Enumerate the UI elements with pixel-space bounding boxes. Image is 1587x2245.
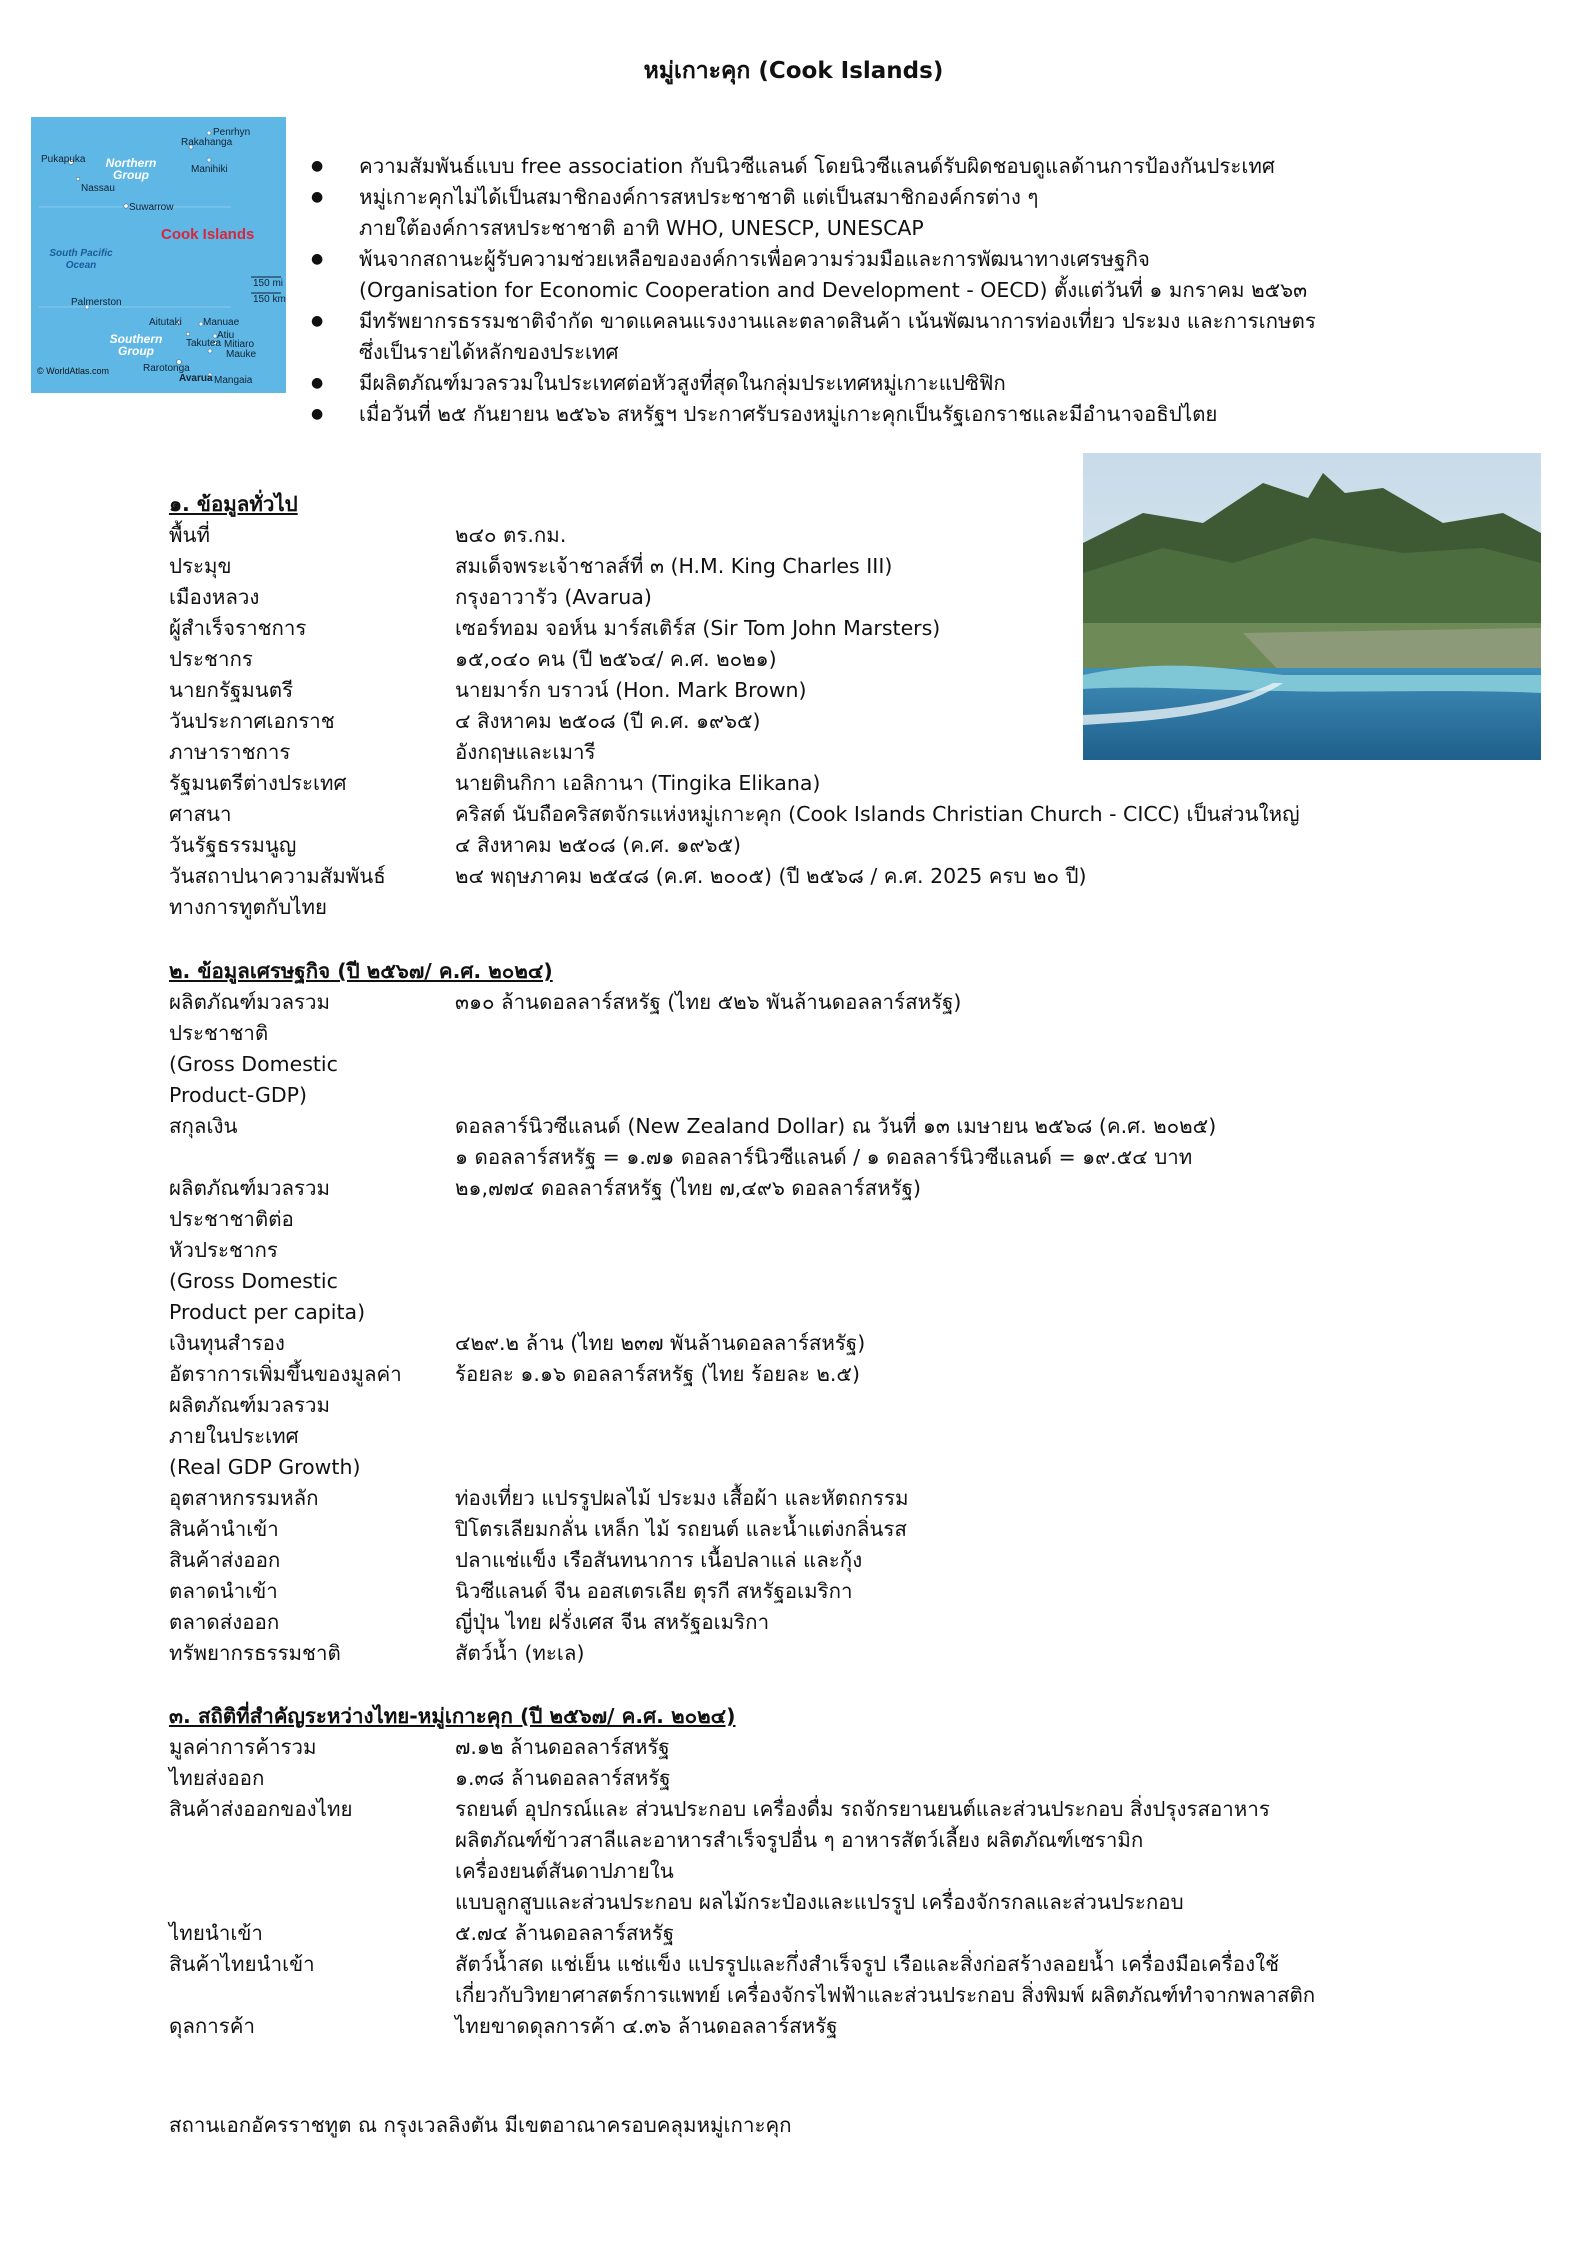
map-label: Manihiki	[191, 164, 228, 175]
info-row: ทรัพยากรธรรมชาติ สัตว์น้ำ (ทะเล)	[169, 1641, 585, 1665]
map-label: Suwarrow	[129, 202, 174, 213]
map-label: Manuae	[203, 317, 240, 328]
info-row: รัฐมนตรีต่างประเทศ นายตินกิกา เอลิกานา (Tingika Elikana)	[169, 771, 821, 795]
info-row: สินค้าส่งออก ปลาแช่แข็ง เรือสันทนาการ เนื้อปลาแล่ และกุ้ง	[169, 1548, 863, 1572]
section-title: ๓. สถิติที่สำคัญระหว่างไทย-หมู่เกาะคุก (ปี ๒๕๖๗/ ค.ศ. ๒๐๒๔)	[169, 1704, 736, 1728]
info-row: ประมุข สมเด็จพระเจ้าชาลส์ที่ ๓ (H.M. King Charles III)	[169, 554, 893, 578]
map-label: Takutea	[186, 338, 222, 349]
info-row: สินค้าส่งออกของไทย รถยนต์ อุปกรณ์และ ส่วนประกอบ เครื่องดื่ม รถจักรยานยนต์และส่วนประกอบ สิ่งปรุงรสอาหาร ผลิตภัณฑ์ข้าวสาลีและอาหารสำเร็จรูปอื่น ๆ อาหารสัตว์เลี้ยง ผลิตภัณฑ์เซรามิก เครื่องยนต์สันดาปภายใน แบบลูกสูบและส่วนประกอบ ผลไม้กระป๋องและแปรรูป เครื่องจักรกลและส่วนประกอบ	[169, 1797, 1270, 1914]
info-row: ศาสนา คริสต์ นับถือคริสตจักรแห่งหมู่เกาะคุก (Cook Islands Christian Church - CICC) เป็นส่วนใหญ่	[169, 802, 1300, 826]
map-label: Atiu	[217, 330, 235, 341]
cook-islands-map	[31, 117, 286, 393]
info-row: สกุลเงิน ดอลลาร์นิวซีแลนด์ (New Zealand Dollar) ณ วันที่ ๑๓ เมษายน ๒๕๖๘ (ค.ศ. ๒๐๒๕) ๑ ดอลลาร์สหรัฐ = ๑.๗๑ ดอลลาร์นิวซีแลนด์ / ๑ ดอลลาร์นิวซีแลนด์ = ๑๙.๕๔ บาท	[169, 1114, 1217, 1169]
info-row: ผลิตภัณฑ์มวลรวม ประชาชาติต่อ หัวประชากร (Gross Domestic Product per capita) ๒๑,๗๗๔ ดอลลาร์สหรัฐ (ไทย ๗,๔๙๖ ดอลลาร์สหรัฐ)	[169, 1176, 921, 1324]
info-row: มูลค่าการค้ารวม ๗.๑๒ ล้านดอลลาร์สหรัฐ	[169, 1735, 670, 1759]
info-row: สินค้าไทยนำเข้า สัตว์น้ำสด แช่เย็น แช่แข็ง แปรรูปและกึ่งสำเร็จรูป เรือและสิ่งก่อสร้างลอยน้ำ เครื่องมือเครื่องใช้ เกี่ยวกับวิทยาศาสตร์การแพทย์ เครื่องจักรไฟฟ้าและส่วนประกอบ สิ่งพิมพ์ ผลิตภัณฑ์ทำจากพลาสติก	[169, 1952, 1316, 2007]
list-item: ● หมู่เกาะคุกไม่ได้เป็นสมาชิกองค์การสหประชาชาติ แต่เป็นสมาชิกองค์กรต่าง ๆ ภายใต้องค์การสหประชาชาติ อาทิ WHO, UNESCP, UNESCAP	[311, 182, 1511, 244]
info-row: เมืองหลวง กรุงอาวารัว (Avarua)	[169, 585, 652, 609]
info-row: ผลิตภัณฑ์มวลรวม ประชาชาติ (Gross Domestic Product-GDP) ๓๑๐ ล้านดอลลาร์สหรัฐ (ไทย ๕๒๖ พันล้านดอลลาร์สหรัฐ)	[169, 990, 962, 1107]
info-row: ภาษาราชการ อังกฤษและเมารี	[169, 740, 596, 764]
page-title: หมู่เกาะคุก (Cook Islands)	[643, 58, 944, 84]
info-row: วันสถาปนาความสัมพันธ์ ทางการทูตกับไทย ๒๔ พฤษภาคม ๒๕๔๘ (ค.ศ. ๒๐๐๕) (ปี ๒๕๖๘ / ค.ศ. 2025 ครบ ๒๐ ปี)	[169, 864, 1087, 919]
map-label: Aitutaki	[149, 317, 182, 328]
info-row: พื้นที่ ๒๔๐ ตร.กม.	[169, 523, 567, 547]
info-row: ไทยส่งออก ๑.๓๘ ล้านดอลลาร์สหรัฐ	[169, 1766, 671, 1790]
map-credit: © WorldAtlas.com	[37, 366, 109, 376]
map-northern-group: Northern Group	[105, 156, 157, 182]
map-label: Mauke	[226, 349, 257, 360]
info-row: ไทยนำเข้า ๕.๗๔ ล้านดอลลาร์สหรัฐ	[169, 1921, 675, 1945]
map-country-label: Cook Islands	[161, 226, 255, 243]
info-row: เงินทุนสำรอง ๔๒๙.๒ ล้าน (ไทย ๒๓๗ พันล้านดอลลาร์สหรัฐ)	[169, 1331, 866, 1355]
info-row: ดุลการค้า ไทยขาดดุลการค้า ๔.๓๖ ล้านดอลลาร์สหรัฐ	[169, 2014, 838, 2038]
map-scale-km: 150 km	[253, 294, 286, 305]
info-row: อุตสาหกรรมหลัก ท่องเที่ยว แปรรูปผลไม้ ประมง เสื้อผ้า และหัตถกรรม	[169, 1486, 909, 1510]
map-label: Rarotonga	[143, 363, 190, 374]
info-row: ตลาดส่งออก ญี่ปุ่น ไทย ฝรั่งเศส จีน สหรัฐอเมริกา	[169, 1610, 770, 1634]
map-label: Mangaia	[214, 375, 253, 386]
info-row: อัตราการเพิ่มขึ้นของมูลค่า ผลิตภัณฑ์มวลรวม ภายในประเทศ (Real GDP Growth) ร้อยละ ๑.๑๖ ดอลลาร์สหรัฐ (ไทย ร้อยละ ๒.๕)	[169, 1362, 860, 1479]
list-item: ● พ้นจากสถานะผู้รับความช่วยเหลือขององค์การเพื่อความร่วมมือและการพัฒนาทางเศรษฐกิจ (Organisation for Economic Cooperation and Development - OECD) ตั้งแต่วันที่ ๑ มกราคม ๒๕๖๓	[311, 244, 1511, 306]
map-label: Palmerston	[71, 297, 122, 308]
info-row: ผู้สำเร็จราชการ เซอร์ทอม จอห์น มาร์สเติร์ส (Sir Tom John Marsters)	[169, 616, 941, 640]
info-row: วันประกาศเอกราช ๔ สิงหาคม ๒๕๐๘ (ปี ค.ศ. ๑๙๖๕)	[169, 709, 761, 733]
map-label: Penrhyn	[213, 127, 251, 138]
footer-note: สถานเอกอัครราชทูต ณ กรุงเวลลิงตัน มีเขตอาณาครอบคลุมหมู่เกาะคุก	[169, 2113, 792, 2137]
list-item: ● มีผลิตภัณฑ์มวลรวมในประเทศต่อหัวสูงที่สุดในกลุ่มประเทศหมู่เกาะแปซิฟิก	[311, 368, 1511, 399]
summary-bullets	[311, 151, 1511, 430]
section-economy	[169, 956, 1369, 1669]
map-southern-group: Southern Group	[109, 332, 163, 358]
info-row: วันรัฐธรรมนูญ ๔ สิงหาคม ๒๕๐๘ (ค.ศ. ๑๙๖๕)	[169, 833, 742, 857]
list-item: ● เมื่อวันที่ ๒๕ กันยายน ๒๕๖๖ สหรัฐฯ ประกาศรับรองหมู่เกาะคุกเป็นรัฐเอกราชและมีอำนาจอธิปไตย	[311, 399, 1511, 430]
map-label: Mitiaro	[224, 339, 255, 350]
list-item: ● ความสัมพันธ์แบบ free association กับนิวซีแลนด์ โดยนิวซีแลนด์รับผิดชอบดูแลด้านการป้องกันประเทศ	[311, 151, 1511, 182]
map-label: Rakahanga	[181, 137, 233, 148]
section-thai-trade	[169, 1701, 1369, 2042]
list-item: ● มีทรัพยากรธรรมชาติจำกัด ขาดแคลนแรงงานและตลาดสินค้า เน้นพัฒนาการท่องเที่ยว ประมง และการเกษตร ซึ่งเป็นรายได้หลักของประเทศ	[311, 306, 1511, 368]
map-label-capital: Avarua	[179, 373, 213, 384]
section-title: ๒. ข้อมูลเศรษฐกิจ (ปี ๒๕๖๗/ ค.ศ. ๒๐๒๔)	[169, 959, 553, 983]
info-row: ตลาดนำเข้า นิวซีแลนด์ จีน ออสเตรเลีย ตุรกี สหรัฐอเมริกา	[169, 1579, 853, 1603]
map-scale-mi: 150 mi	[253, 278, 284, 289]
section-title: ๑. ข้อมูลทั่วไป	[169, 492, 298, 516]
info-row: นายกรัฐมนตรี นายมาร์ก บราวน์ (Hon. Mark Brown)	[169, 678, 807, 702]
map-label: Pukapuka	[41, 154, 86, 165]
info-row: ประชากร ๑๕,๐๔๐ คน (ปี ๒๕๖๔/ ค.ศ. ๒๐๒๑)	[169, 647, 777, 671]
section-general-info	[169, 489, 1369, 923]
map-label: Nassau	[81, 183, 115, 194]
info-row: สินค้านำเข้า ปิโตรเลียมกลั่น เหล็ก ไม้ รถยนต์ และน้ำแต่งกลิ่นรส	[169, 1517, 907, 1541]
map-ocean-label: South Pacific Ocean	[49, 248, 113, 271]
